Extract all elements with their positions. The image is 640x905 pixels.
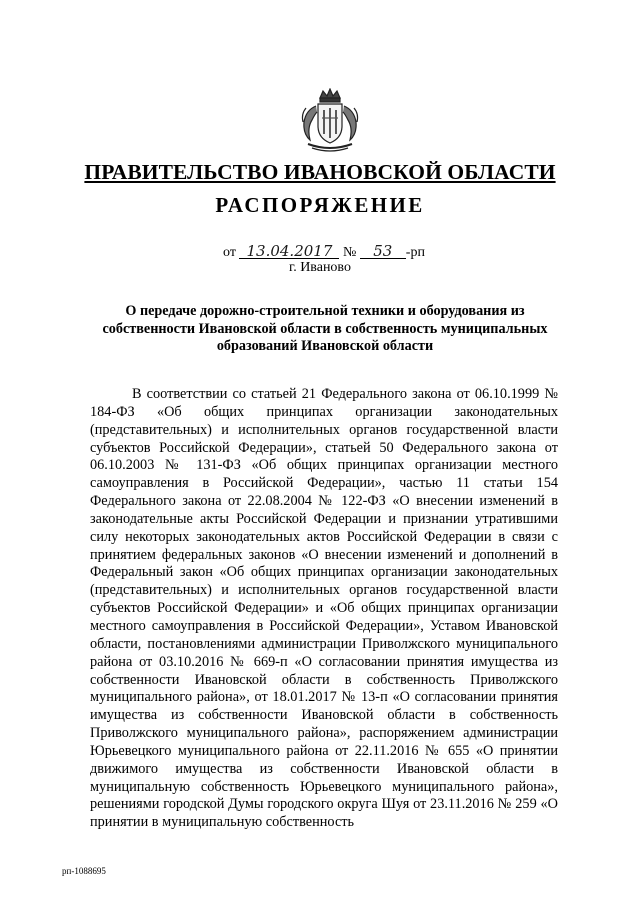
government-title: ПРАВИТЕЛЬСТВО ИВАНОВСКОЙ ОБЛАСТИ (84, 160, 556, 184)
document-subject: О передаче дорожно-строительной техники и оборудования из собственности Ивановской области в собственность муниципальных образований Ивановской области (102, 303, 548, 355)
footer-doc-code: рп-1088695 (62, 866, 106, 876)
number-sign: № (342, 245, 357, 260)
document-type: РАСПОРЯЖЕНИЕ (215, 193, 425, 217)
coat-of-arms-icon (298, 88, 362, 154)
document-number: 53 (360, 244, 406, 259)
document-city: г. Иваново (289, 260, 351, 275)
document-body-paragraph: В соответствии со статьей 21 Федерального закона от 06.10.1999 № 184-ФЗ «Об общих принципах организации законодательных (представительных) и исполнительных органов государственной власти субъектов Российской Федерации», статьей 50 Федерального закона от 06.10.2003 № 131-ФЗ «Об общих принципах организации местного самоуправления в Российской Федерации», частью 11 статьи 154 Федерального закона от 22.08.2004 № 122-ФЗ «О внесении изменений в законодательные акты Российской Федерации и признании утратившими силу некоторых законодательных актов Российской Федерации в связи с принятием федеральных законов «О внесении изменений и дополнений в Федеральный закон «Об общих принципах организации законодательных (представительных) и исполнительных органов государственной власти субъектов Российской Федерации» и «Об общих принципах организации местного самоуправления в Российской Федерации», Уставом Ивановской области, постановлениями администрации Приволжского муниципального района от 03.10.2016 № 669-п «О согласовании принятия имущества из собственности Ивановской области в собственность Приволжского муниципального района», от 18.01.2017 № 13-п «О согласовании принятия имущества из собственности Ивановской области в собственность Приволжского муниципального района», распоряжением администрации Юрьевецкого муниципального района от 22.11.2016 № 655 «О принятии движимого имущества из собственности Ивановской области в муниципальную собственность Юрьевецкого муниципального района», решениями городской Думы городского округа Шуя от 23.11.2016 № 259 «О принятии в муниципальную собственность (90, 386, 558, 831)
document-date: 13.04.2017 (239, 244, 339, 259)
date-prefix: от (223, 245, 236, 260)
number-suffix: -рп (405, 245, 425, 260)
date-number-line (223, 244, 425, 261)
